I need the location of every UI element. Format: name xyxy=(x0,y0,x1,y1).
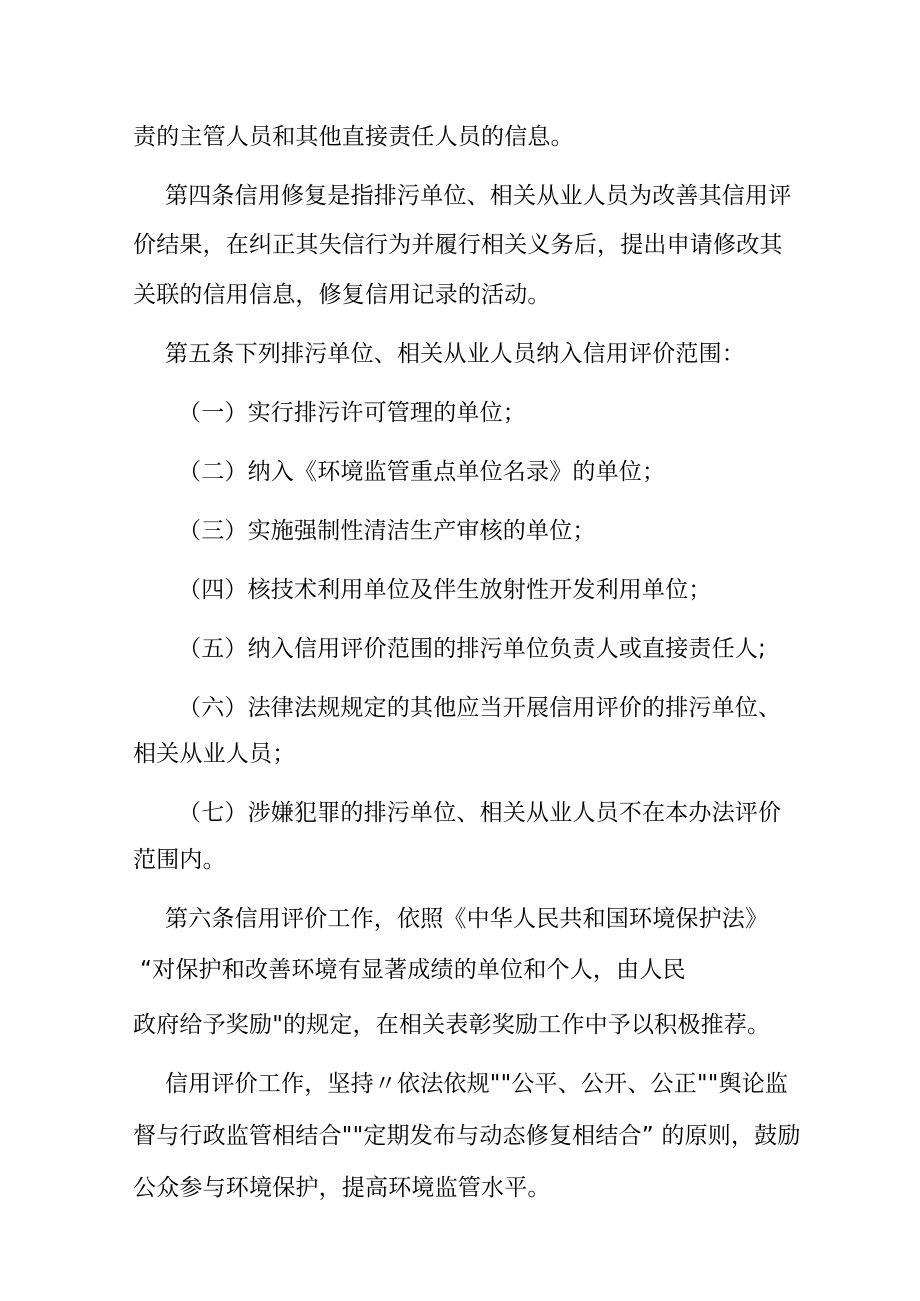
list-item: （五）纳入信用评价范围的排污单位负责人或直接责任人; xyxy=(178,636,766,662)
list-item: （六）法律法规规定的其他应当开展信用评价的排污单位、 xyxy=(178,695,782,721)
text-line: 相关从业人员； xyxy=(133,741,296,767)
text-line: 责的主管人员和其他直接责任人员的信息。 xyxy=(133,124,574,150)
list-item: （七）涉嫌犯罪的排污单位、相关从业人员不在本办法评价 xyxy=(178,800,782,826)
list-item: （四）核技术利用单位及伴生放射性开发利用单位； xyxy=(178,577,712,603)
text-line: 信用评价工作，坚持〃依法依规""公平、公开、公正""舆论监 xyxy=(165,1071,789,1097)
text-line: “对保护和改善环境有显著成绩的单位和个人，由人民 xyxy=(140,957,686,983)
text-line: 第五条下列排污单位、相关从业人员纳入信用评价范围： xyxy=(165,341,745,367)
text-line: 价结果，在纠正其失信行为并履行相关义务后，提出申请修改其 xyxy=(133,232,783,258)
text-line: 政府给予奖励"的规定，在相关表彰奖励工作中予以积极推荐。 xyxy=(133,1012,771,1038)
list-item: （二）纳入《环境监管重点单位名录》的单位； xyxy=(178,459,666,485)
text-line: 范围内。 xyxy=(133,847,226,873)
list-item: （一）实行排污许可管理的单位； xyxy=(178,400,526,426)
text-line: 第四条信用修复是指排污单位、相关从业人员为改善其信用评 xyxy=(165,183,792,209)
text-line: 公众参与环境保护，提高环境监管水平。 xyxy=(133,1175,551,1201)
text-line: 关联的信用信息，修复信用记录的活动。 xyxy=(133,282,551,308)
text-line: 督与行政监管相结合""定期发布与动态修复相结合” 的原则，鼓励 xyxy=(133,1123,801,1149)
text-line: 第六条信用评价工作，依照《中华人民共和国环境保护法》 xyxy=(165,906,769,932)
list-item: （三）实施强制性清洁生产审核的单位； xyxy=(178,518,596,544)
